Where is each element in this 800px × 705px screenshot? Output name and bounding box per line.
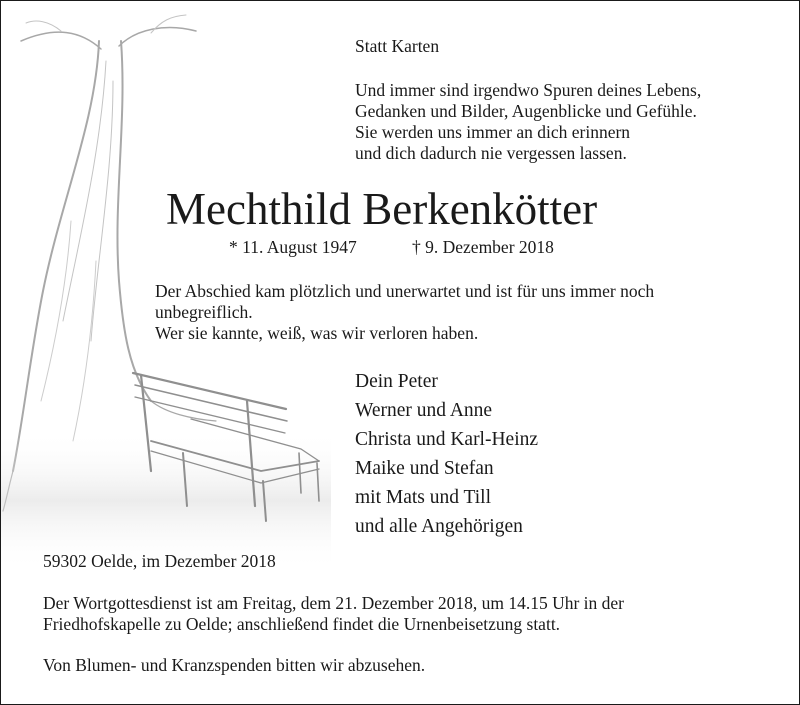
poem-line: Gedanken und Bilder, Augenblicke und Gefühle. <box>355 101 697 121</box>
birth-date: * 11. August 1947 <box>229 237 357 257</box>
mourner: mit Mats und Till <box>355 487 492 508</box>
service-line: Friedhofskapelle zu Oelde; anschließend findet die Urnenbeisetzung statt. <box>43 614 561 634</box>
ground-shading <box>1 431 331 571</box>
message-line: Wer sie kannte, weiß, was wir verloren haben. <box>155 323 479 343</box>
deceased-name: Mechthild Berkenkötter <box>166 184 598 234</box>
mourner: und alle Angehörigen <box>355 516 523 537</box>
mourner: Dein Peter <box>355 371 438 392</box>
intro-line: Statt Karten <box>355 36 440 56</box>
service-line: Der Wortgottesdienst ist am Freitag, dem 21. Dezember 2018, um 14.15 Uhr in der <box>43 593 624 613</box>
message-line: unbegreiflich. <box>155 302 253 322</box>
mourner: Maike und Stefan <box>355 458 494 479</box>
death-date: † 9. Dezember 2018 <box>412 237 554 257</box>
poem-line: Sie werden uns immer an dich erinnern <box>355 122 631 142</box>
poem-line: und dich dadurch nie vergessen lassen. <box>355 143 627 163</box>
flowers-note: Von Blumen- und Kranzspenden bitten wir abzusehen. <box>43 655 426 675</box>
message-line: Der Abschied kam plötzlich und unerwartet und ist für uns immer noch <box>155 281 655 301</box>
mourner: Werner und Anne <box>355 400 493 421</box>
poem-line: Und immer sind irgendwo Spuren deines Lebens, <box>355 80 702 100</box>
mourner: Christa und Karl-Heinz <box>355 429 539 450</box>
place-and-date: 59302 Oelde, im Dezember 2018 <box>43 551 276 571</box>
